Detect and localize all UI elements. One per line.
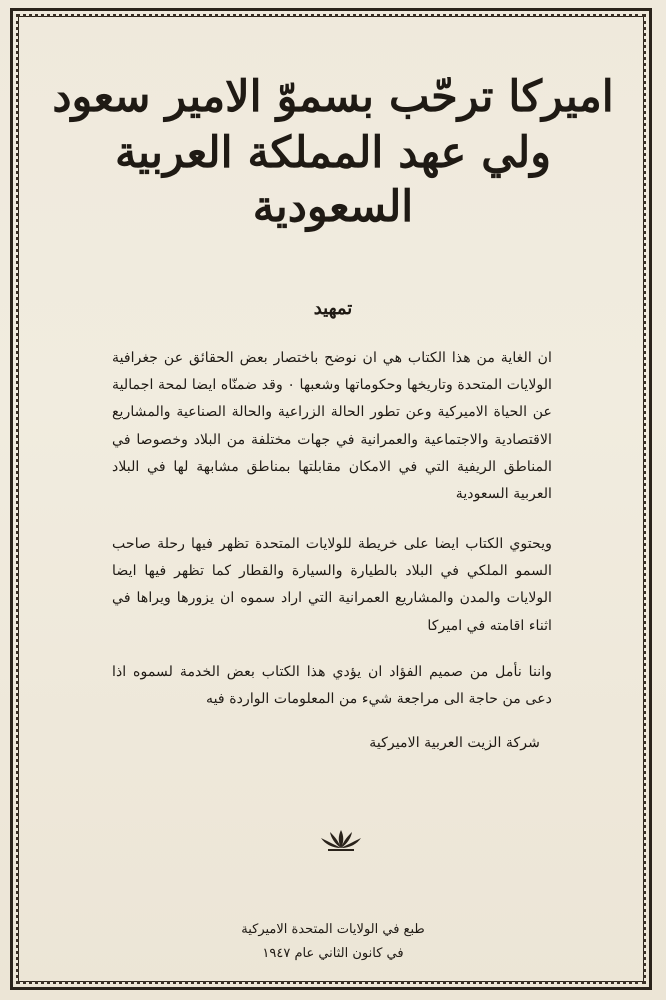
print-info-line-1: طبع في الولايات المتحدة الاميركية	[241, 922, 425, 937]
title-line-2: ولي عهد المملكة العربية السعودية	[115, 128, 551, 232]
print-info-line-2: في كانون الثاني عام ١٩٤٧	[262, 946, 404, 961]
intro-paragraph-2: ويحتوي الكتاب ايضا على خريطة للولايات المتحدة تظهر فيها رحلة صاحب السمو الملكي في البلاد بالطيارة والسيارة والقطار كما تظهر فيها ايضا الولايات والمدن والمشاريع العمرانية التي اراد سموه ان يزورها ويراها في اثناء اقامته في اميركا	[112, 536, 552, 634]
section-heading: تمهيد	[313, 298, 353, 319]
title-line-1: اميركا ترحّب بسموّ الامير سعود	[52, 72, 614, 122]
intro-paragraph-3: واننا نأمل من صميم الفؤاد ان يؤدي هذا الكتاب بعض الخدمة لسموه اذا دعى من حاجة الى مراجعة شيء من المعلومات الواردة فيه	[112, 664, 552, 708]
signature-company: شركة الزيت العربية الاميركية	[369, 735, 540, 751]
intro-paragraph-1: ان الغاية من هذا الكتاب هي ان نوضح باختصار بعض الحقائق عن جغرافية الولايات المتحدة وتاريخها وحكوماتها وشعبها ٠ وقد ضمنّاه ايضا لمحة اجمالية عن الحياة الاميركية وعن تطور الحالة الزراعية والحالة الصناعية والمشاريع الاقتصادية والاجتماعية والعمرانية في جهات مختلفة من البلاد وخصوصا في المناطق الريفية التي في الامكان مقابلتها بمناطق مشابهة لها في البلاد العربية السعودية	[112, 350, 553, 503]
lotus-ornament-icon	[318, 826, 364, 854]
